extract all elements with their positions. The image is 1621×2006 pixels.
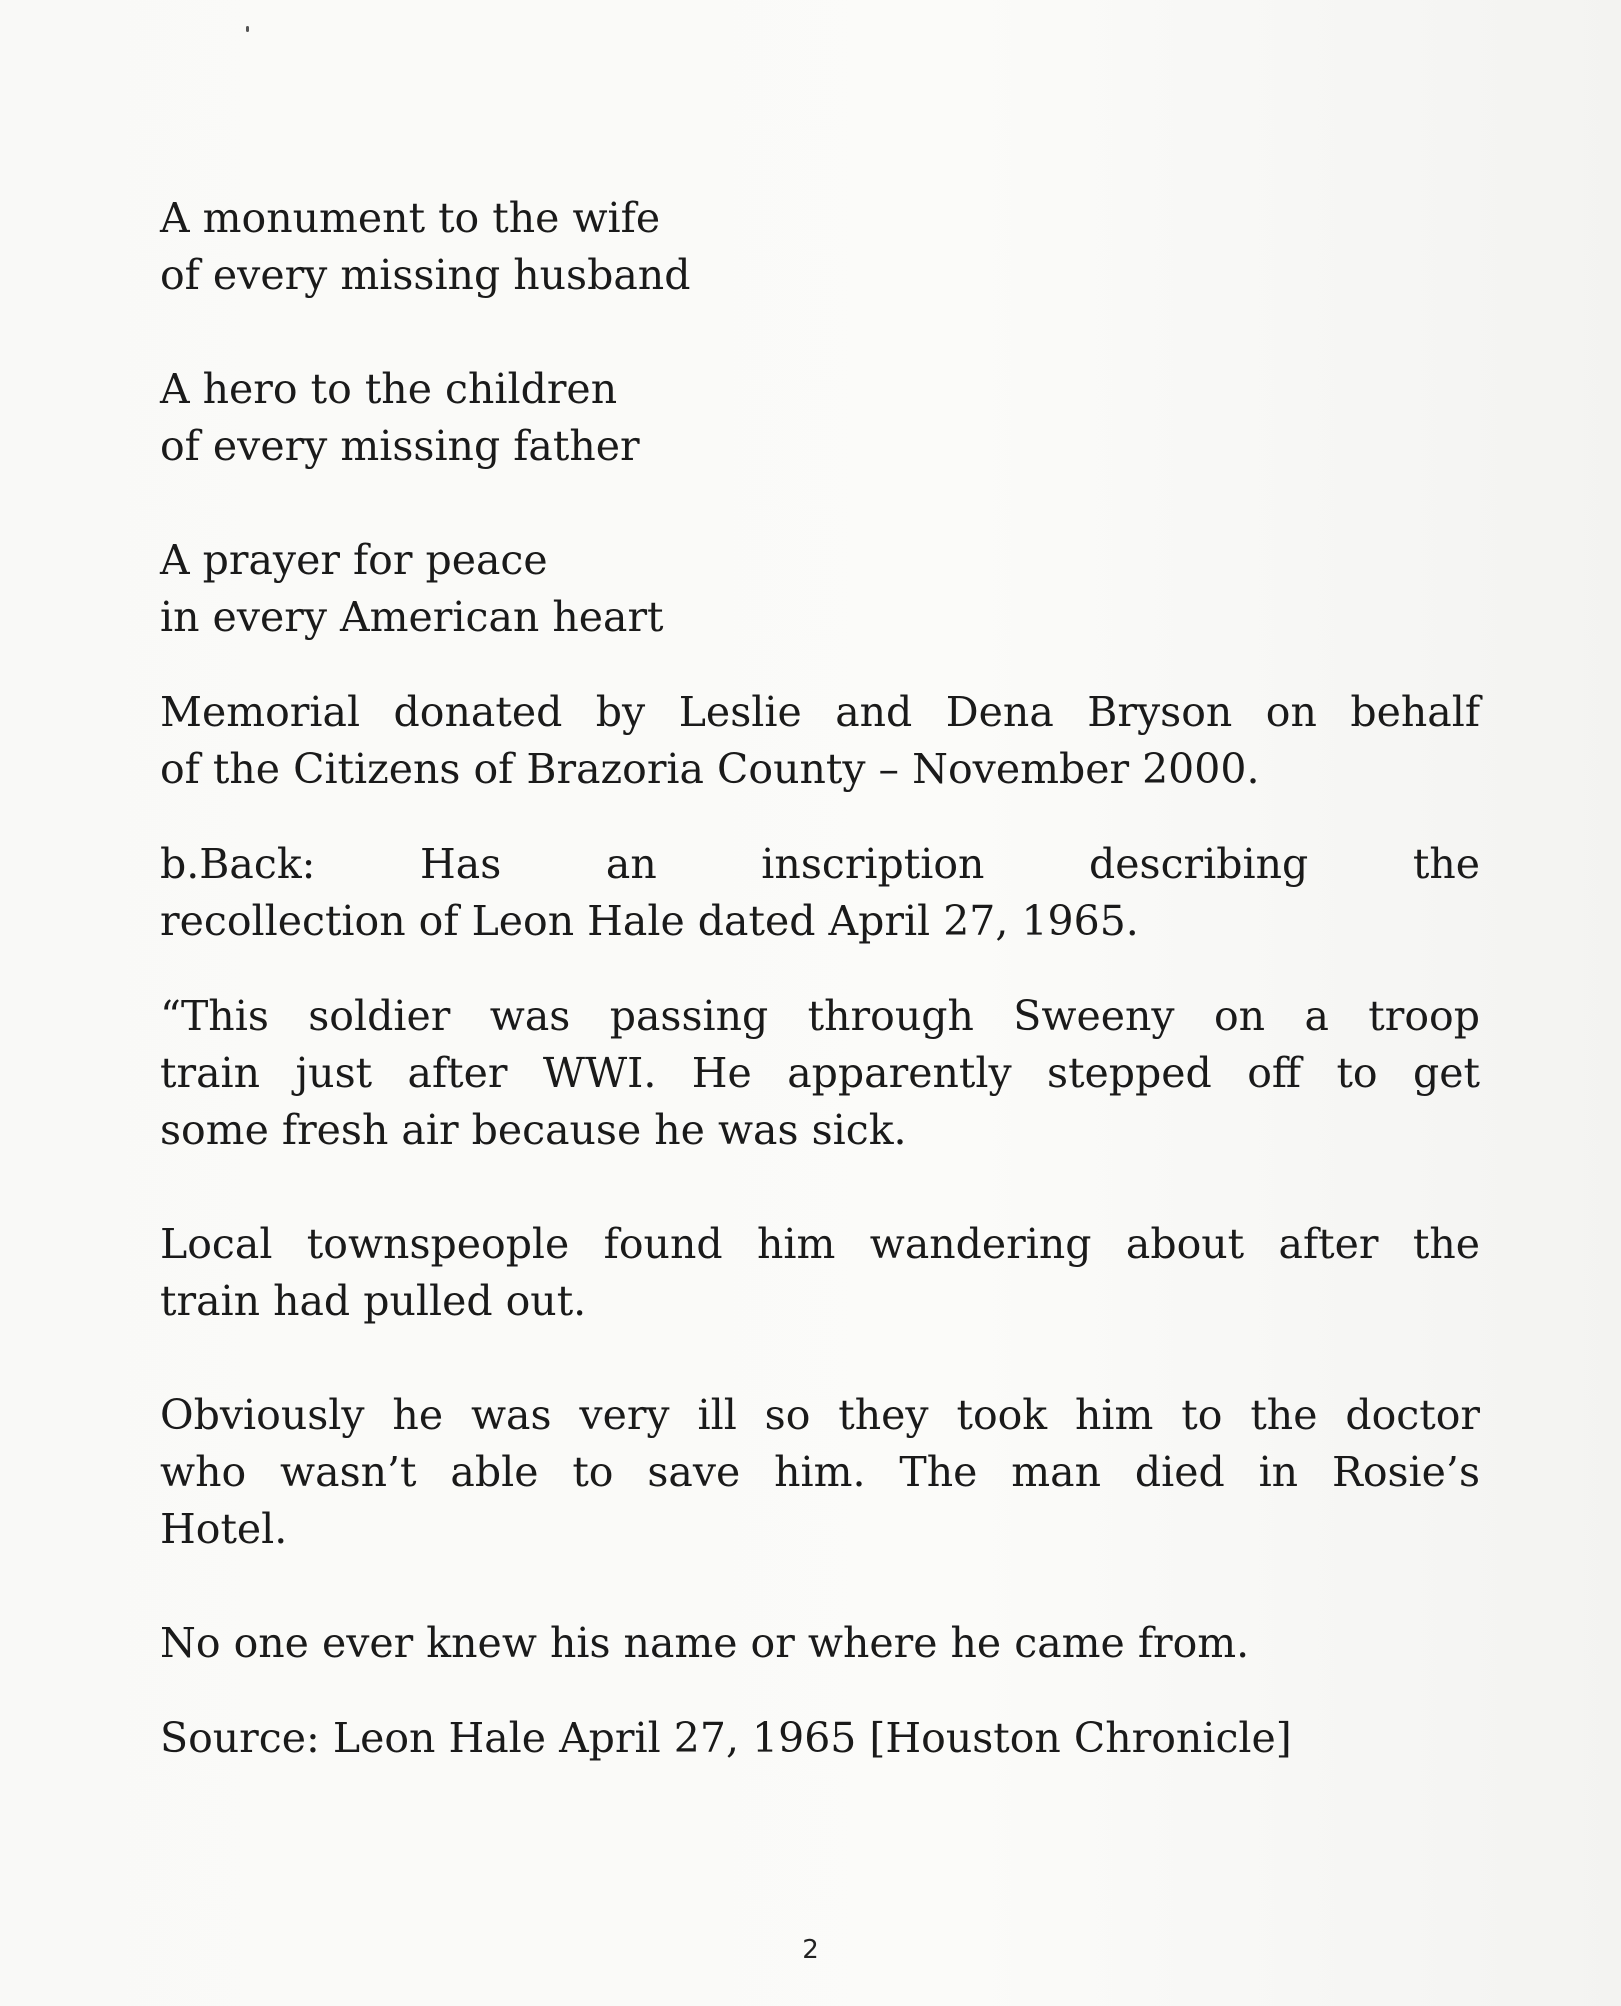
poem-line: A monument to the wife xyxy=(160,194,661,242)
paragraph-line: Memorial donated by Leslie and Dena Bryson on behalf xyxy=(160,688,1480,736)
document-body xyxy=(160,190,1480,1767)
source-citation xyxy=(160,1710,1480,1767)
poem-line: in every American heart xyxy=(160,593,664,641)
doctor-paragraph xyxy=(160,1387,1480,1558)
poem-line: A prayer for peace xyxy=(160,536,548,584)
paragraph-line: Obviously he was very ill so they took him to the doctor xyxy=(160,1391,1480,1439)
poem-stanza-3 xyxy=(160,532,1480,646)
page-number: 2 xyxy=(802,1935,819,1965)
quote-paragraph xyxy=(160,988,1480,1159)
paragraph-line: Hotel. xyxy=(160,1505,288,1553)
paragraph-line: “This soldier was passing through Sweeny on a troop xyxy=(160,992,1480,1040)
no-one-paragraph xyxy=(160,1615,1480,1672)
paragraph-line: recollection of Leon Hale dated April 27, 1965. xyxy=(160,897,1139,945)
poem-stanza-1 xyxy=(160,190,1480,304)
poem-line: A hero to the children xyxy=(160,365,618,413)
list-marker: b. xyxy=(160,840,200,888)
poem-stanza-2 xyxy=(160,361,1480,475)
paragraph-line: Source: Leon Hale April 27, 1965 [Houston Chronicle] xyxy=(160,1714,1292,1762)
list-item-text: Back: Has an inscription describing the xyxy=(199,840,1480,888)
townspeople-paragraph xyxy=(160,1216,1480,1330)
paragraph-line: Local townspeople found him wandering about after the xyxy=(160,1220,1480,1268)
paragraph-line: of the Citizens of Brazoria County – November 2000. xyxy=(160,745,1260,793)
paragraph-line: train just after WWI. He apparently stepped off to get xyxy=(160,1049,1480,1097)
paragraph-line: train had pulled out. xyxy=(160,1277,587,1325)
scan-speck xyxy=(246,26,249,32)
poem-line: of every missing father xyxy=(160,422,640,470)
list-item-first-line xyxy=(160,836,1480,893)
paragraph-line: some fresh air because he was sick. xyxy=(160,1106,907,1154)
paragraph-line: who wasn’t able to save him. The man died in Rosie’s xyxy=(160,1448,1480,1496)
memorial-paragraph xyxy=(160,684,1480,798)
paragraph-line: No one ever knew his name or where he came from. xyxy=(160,1619,1250,1667)
poem-line: of every missing husband xyxy=(160,251,691,299)
back-inscription-item xyxy=(160,836,1480,950)
